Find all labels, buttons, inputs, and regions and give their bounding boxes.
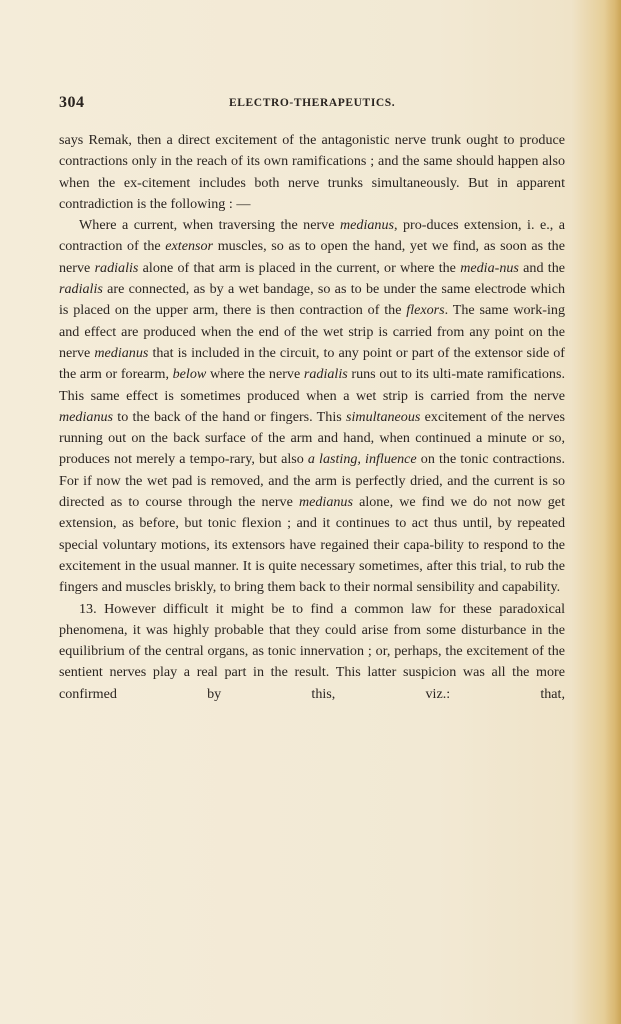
text-run: that is included in the circuit, to any point or part of the extensor side of the arm or forearm, [59,344,565,383]
text-run: where the nerve [206,366,304,383]
italic-term: media-nus [460,259,519,276]
italic-term: medianus [94,344,149,361]
text-run: muscles, so as to open the hand, yet we find, as soon as the nerve [59,238,565,276]
body-text [59,130,565,705]
text-run: . The same work-ing and effect are produced when the end of the wet strip is carried from any point on the nerve [59,302,565,361]
italic-term: radialis [59,281,103,298]
italic-term: radialis [94,259,139,276]
text-run: on the tonic contractions. For if now the wet pad is removed, and the arm is perfectly dried, and the current is so directed as to course through the nerve [59,451,565,511]
italic-term: flexors [406,302,445,319]
text-run: , pro-duces extension, i. e., a contraction of the [59,217,565,255]
page-header [59,94,565,114]
page-number: 304 [59,94,85,111]
paragraph-2 [59,215,565,598]
page-edge-shading [605,0,621,1024]
text-run: and the [518,259,565,276]
text-run: to the back of the hand or fingers. This [113,408,346,425]
italic-term: extensor [165,238,214,255]
text-run: says Remak, then a direct excitement of the antagonistic nerve trunk ought to produce contractions only in the reach of its own ramifications ; and the same should happen also when the ex-citement includes both nerve trunks simultaneously. But in apparent contradiction is the following : — [59,132,565,212]
italic-term: medianus [59,408,114,425]
running-head: ELECTRO-THERAPEUTICS. [229,97,396,109]
italic-term: below [172,366,207,383]
text-run: 13. However difficult it might be to find a common law for these paradoxical phenomena, it was highly probable that they could arise from some disturbance in the equilibrium of the central organs, as tonic innervation ; or, perhaps, the excitement of the sentient nerves play a real part in the result. This latter suspicion was all the more confirmed by this, viz.: that, [59,600,565,702]
italic-term: a lasting, influence [307,451,417,468]
paragraph-1 [59,130,565,215]
text-run: alone of that arm is placed in the current, or where the [138,259,461,276]
text-run: runs out to its ulti-mate ramifications. This same effect is sometimes produced when a wet strip is carried from the nerve [59,366,565,404]
italic-term: simultaneous [345,408,421,425]
text-run: are connected, as by a wet bandage, so as to be under the same electrode which is placed on the upper arm, there is then contraction of the [59,281,565,319]
text-run: excitement of the nerves running out on the back surface of the arm and hand, when continued a minute or so, produces not merely a tempo-rary, but also [59,408,565,468]
italic-term: medianus [298,494,353,511]
text-run: alone, we find we do not now get extension, as before, but tonic flexion ; and it continues to act thus until, by repeated special voluntary motions, its extensors have regained their capa-bility to respond to the excitement in the usual manner. It is quite necessary sometimes, after this trial, to rub the fingers and muscles briskly, to bring them back to their normal sensibility and capability. [59,494,565,596]
italic-term: radialis [303,366,348,383]
italic-term: medianus [339,217,394,234]
text-run: Where a current, when traversing the nerve [79,217,340,234]
paragraph-3 [59,599,565,705]
